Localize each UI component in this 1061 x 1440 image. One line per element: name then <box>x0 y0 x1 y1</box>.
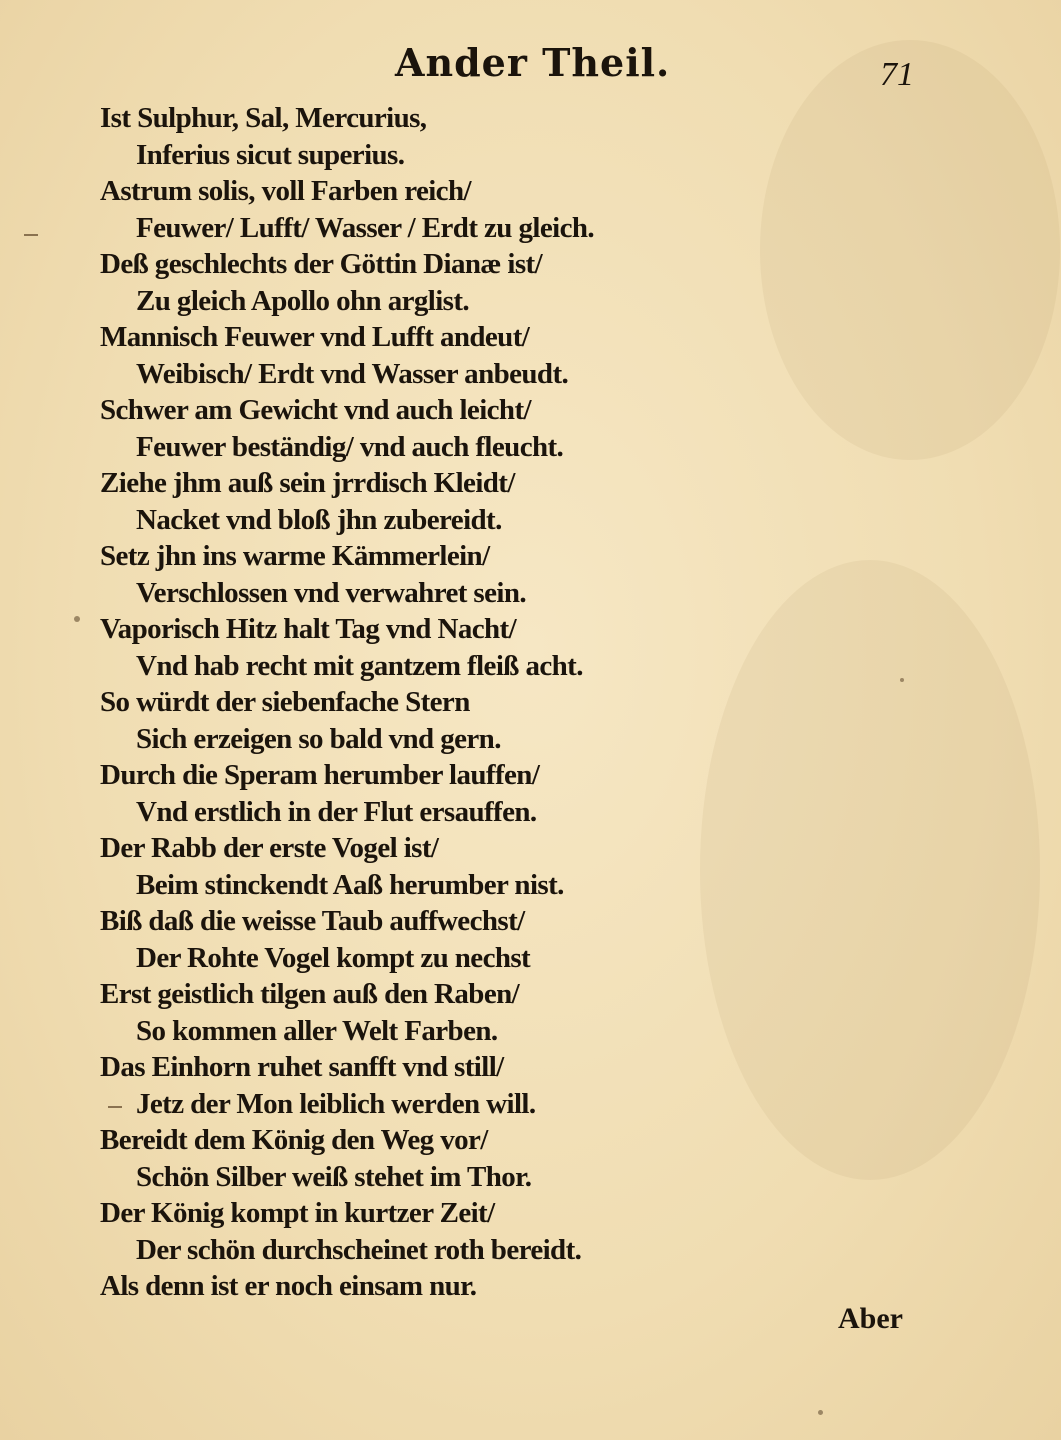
verse-line: Nacket vnd bloß jhn zubereidt. <box>136 503 502 536</box>
page-number: 71 <box>880 56 914 93</box>
verse-line: Der Rabb der erste Vogel ist/ <box>100 832 439 864</box>
verse-block <box>100 100 660 1305</box>
verse-line: Das Einhorn ruhet sanfft vnd still/ <box>100 1051 504 1083</box>
verse-line: Zu gleich Apollo ohn arglist. <box>136 284 470 317</box>
verse-line: Der König kompt in kurtzer Zeit/ <box>100 1197 495 1229</box>
verse-line: Inferius sicut superius. <box>136 138 405 171</box>
verse-line: Ist Sulphur, Sal, Mercurius, <box>100 102 427 134</box>
verse-line: Ziehe jhm auß sein jrrdisch Kleidt/ <box>100 467 515 499</box>
verse-line: So kommen aller Welt Farben. <box>136 1014 498 1047</box>
verse-line: Verschlossen vnd verwahret sein. <box>136 576 527 609</box>
verse-line: Erst geistlich tilgen auß den Raben/ <box>100 978 520 1010</box>
margin-mark <box>24 234 38 236</box>
verse-line: Bereidt dem König den Weg vor/ <box>100 1124 488 1156</box>
verse-line: Vnd hab recht mit gantzem fleiß acht. <box>136 649 583 682</box>
verse-line: Biß daß die weisse Taub auffwechst/ <box>100 905 525 937</box>
verse-line: Der schön durchscheinet roth bereidt. <box>136 1233 582 1266</box>
verse-line: Weibisch/ Erdt vnd Wasser anbeudt. <box>136 357 569 390</box>
verse-line: Vnd erstlich in der Flut ersauffen. <box>136 795 537 828</box>
verse-line: Beim stinckendt Aaß herumber nist. <box>136 868 564 901</box>
verse-line: Astrum solis, voll Farben reich/ <box>100 175 471 207</box>
verse-line: Der Rohte Vogel kompt zu nechst <box>136 941 531 974</box>
running-header: Ander Theil. <box>395 40 671 85</box>
verse-line: Schön Silber weiß stehet im Thor. <box>136 1160 532 1193</box>
verse-line: Mannisch Feuwer vnd Lufft andeut/ <box>100 321 530 353</box>
verse-line: Jetz der Mon leiblich werden will. <box>136 1087 536 1120</box>
catchword: Aber <box>838 1302 903 1335</box>
verse-line: Feuwer/ Lufft/ Wasser / Erdt zu gleich. <box>136 211 595 244</box>
show-through-stain <box>760 40 1060 460</box>
verse-line: Sich erzeigen so bald vnd gern. <box>136 722 501 755</box>
verse-line: Vaporisch Hitz halt Tag vnd Nacht/ <box>100 613 517 645</box>
verse-line: Deß geschlechts der Göttin Dianæ ist/ <box>100 248 543 280</box>
verse-line: Setz jhn ins warme Kämmerlein/ <box>100 540 490 572</box>
margin-mark <box>108 1106 122 1108</box>
verse-line: Schwer am Gewicht vnd auch leicht/ <box>100 394 531 426</box>
paper-speck <box>818 1410 823 1415</box>
show-through-stain <box>700 560 1040 1180</box>
paper-speck <box>900 678 904 682</box>
verse-line: Feuwer beständig/ vnd auch fleucht. <box>136 430 564 463</box>
paper-speck <box>74 616 80 622</box>
verse-line: Durch die Speram herumber lauffen/ <box>100 759 540 791</box>
verse-line: Als denn ist er noch einsam nur. <box>100 1270 477 1302</box>
verse-line: So würdt der siebenfache Stern <box>100 686 470 718</box>
